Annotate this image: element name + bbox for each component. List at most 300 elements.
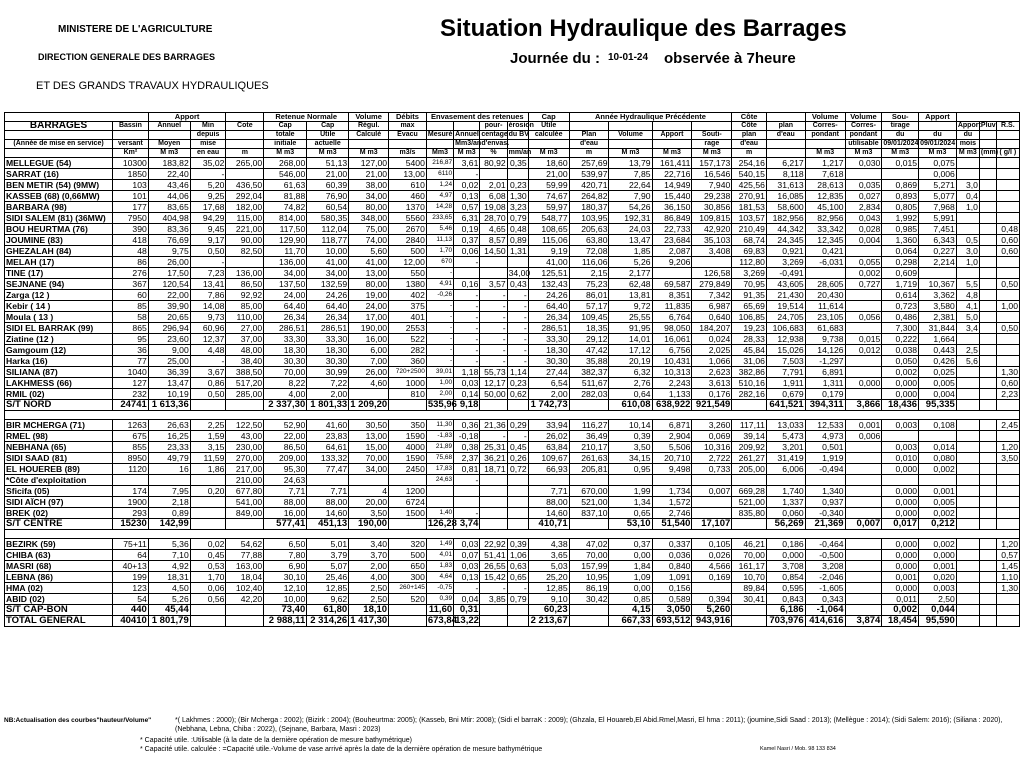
table-cell: 13,033	[766, 420, 805, 431]
dam-name: LAKHMESS (66)	[5, 378, 113, 389]
table-cell: 190,00	[349, 519, 389, 530]
table-cell: 1,70	[190, 572, 226, 583]
table-cell: 1,84	[609, 561, 652, 572]
table-cell: 205,00	[732, 464, 767, 475]
table-cell	[996, 594, 1019, 605]
table-cell: 1,719	[882, 279, 919, 290]
table-cell: 20,430	[805, 290, 845, 301]
table-cell: 1200	[389, 486, 427, 497]
table-cell: 1000	[389, 378, 427, 389]
table-cell: 0,010	[882, 453, 919, 464]
table-cell: 535,96	[427, 399, 457, 410]
table-cell: 90,00	[226, 235, 264, 246]
table-cell	[692, 583, 732, 594]
table-cell	[979, 420, 996, 431]
table-cell: 3,408	[692, 246, 732, 257]
table-cell	[996, 213, 1019, 224]
table-cell: 91,95	[609, 323, 652, 334]
table-row	[5, 334, 1020, 345]
table-cell: 70,00	[264, 367, 307, 378]
table-cell	[732, 605, 767, 616]
table-cell: 115,06	[528, 235, 569, 246]
table-cell	[882, 431, 919, 442]
header-group-cell: Année Hydraulique Précédente	[569, 113, 732, 122]
table-cell: 0,055	[845, 257, 882, 268]
table-cell: 300	[389, 572, 427, 583]
column-header	[426, 122, 453, 131]
table-cell: 2,00	[528, 389, 569, 400]
column-header	[979, 140, 996, 149]
gap-cell	[5, 411, 1020, 420]
table-cell: 30,42	[569, 594, 609, 605]
table-cell: 1,740	[766, 486, 805, 497]
table-cell: 0,81	[454, 464, 480, 475]
table-cell: 390	[113, 224, 149, 235]
column-header	[569, 122, 609, 131]
table-cell: 1,217	[805, 158, 845, 169]
table-cell: 36,21	[480, 453, 507, 464]
table-cell: 1,30	[507, 191, 528, 202]
column-header: en eau	[190, 149, 226, 158]
dam-name: SARRAT (16)	[5, 169, 113, 180]
table-cell: -	[454, 334, 480, 345]
column-header: 09/01/2024	[920, 140, 956, 147]
table-cell: 14,126	[805, 345, 845, 356]
table-cell: 10,19	[148, 389, 190, 400]
column-header: d'envas.	[481, 140, 510, 147]
table-cell: 106,683	[766, 323, 805, 334]
table-cell: -	[426, 334, 453, 345]
table-cell: 0,000	[882, 583, 919, 594]
table-cell	[190, 475, 226, 486]
table-cell: -1,064	[805, 605, 845, 616]
table-cell: 1 209,20	[350, 399, 388, 410]
table-cell: 670	[426, 257, 453, 268]
table-cell: 0,056	[845, 312, 882, 323]
table-cell: 22,716	[652, 169, 692, 180]
column-header	[349, 140, 389, 149]
table-cell: 4,50	[148, 583, 190, 594]
table-cell: 125,51	[528, 268, 569, 279]
table-cell: 181,53	[732, 202, 767, 213]
table-cell: 86	[113, 257, 149, 268]
table-cell: 50,00	[480, 389, 507, 400]
column-header: M m3	[845, 149, 882, 158]
table-cell: 12,85	[528, 583, 569, 594]
table-cell	[569, 616, 609, 627]
table-cell: 21,369	[805, 519, 845, 530]
table-cell: 1,311	[805, 378, 845, 389]
table-cell	[979, 158, 996, 169]
table-cell: 5,260	[692, 605, 732, 616]
dam-name: HMA (02)	[5, 583, 113, 594]
table-cell: 65,69	[732, 301, 767, 312]
table-cell: 2,00	[426, 389, 453, 400]
table-cell: 402	[389, 290, 427, 301]
table-cell: 7,90	[609, 191, 652, 202]
table-cell: -	[507, 323, 528, 334]
table-cell: 1263	[113, 420, 149, 431]
table-cell	[307, 475, 349, 486]
table-cell: -	[507, 431, 528, 442]
table-cell: 77	[113, 356, 149, 367]
table-cell	[732, 400, 767, 411]
table-cell: 76,69	[148, 235, 190, 246]
table-row	[5, 202, 1020, 213]
table-cell	[979, 191, 996, 202]
table-cell: 116,06	[569, 257, 609, 268]
table-cell: 4,00	[349, 572, 389, 583]
table-cell: 10,431	[652, 356, 692, 367]
table-cell: 1,49	[426, 539, 453, 550]
column-header: Moyen	[148, 140, 190, 149]
table-cell: 28,33	[732, 334, 767, 345]
header-group-cell: Volume	[845, 113, 882, 122]
table-cell: 521,00	[569, 497, 609, 508]
table-cell: 117,50	[264, 224, 307, 235]
table-cell	[979, 400, 996, 411]
table-cell: 0,14	[454, 389, 480, 400]
dam-name: SEJNANE (94)	[5, 279, 113, 290]
column-header	[652, 122, 692, 131]
table-cell: 1500	[389, 508, 427, 519]
table-cell: 23,83	[307, 431, 349, 442]
table-cell: 0,176	[692, 389, 732, 400]
table-cell: -	[480, 323, 507, 334]
column-header: mois	[956, 140, 979, 149]
table-cell: 0,03	[454, 539, 480, 550]
table-cell: 4,8	[956, 290, 979, 301]
table-cell: 2,623	[692, 367, 732, 378]
table-cell: 40+13	[113, 561, 149, 572]
table-cell: 279,849	[692, 279, 732, 290]
table-cell: 1 417,30	[350, 615, 388, 626]
table-row	[5, 279, 1020, 290]
table-cell	[979, 389, 996, 400]
table-cell: 40410	[113, 616, 149, 627]
table-cell: 9,498	[652, 464, 692, 475]
table-cell: 0,595	[766, 583, 805, 594]
table-cell: 10,00	[264, 594, 307, 605]
table-cell: 21,00	[349, 169, 389, 180]
table-cell: 539,97	[569, 169, 609, 180]
table-cell: 580,35	[307, 213, 349, 224]
table-cell: 0,012	[845, 345, 882, 356]
table-cell: 548,77	[528, 213, 569, 224]
table-cell: 2,177	[609, 268, 652, 279]
column-header	[996, 140, 1019, 149]
table-cell: 3,74	[454, 519, 480, 530]
table-cell: 15,026	[766, 345, 805, 356]
table-cell: 26,34	[264, 312, 307, 323]
table-cell	[979, 550, 996, 561]
direction-name-2: ET DES GRANDS TRAVAUX HYDRAULIQUES	[36, 80, 269, 92]
table-cell: 64,40	[307, 301, 349, 312]
table-cell	[956, 334, 979, 345]
table-cell: 102,40	[226, 583, 264, 594]
table-cell: 0,000	[919, 550, 957, 561]
table-cell: 18,454	[882, 616, 919, 627]
table-cell: 13,81	[609, 290, 652, 301]
table-cell: 703,976	[766, 616, 805, 627]
table-cell: 0,002	[882, 605, 919, 616]
table-cell: 14,28	[426, 202, 453, 213]
table-cell: 5400	[389, 158, 427, 169]
table-cell: 182,00	[226, 202, 264, 213]
table-cell: 0,426	[919, 356, 957, 367]
table-row	[5, 453, 1020, 464]
table-cell: -	[190, 257, 226, 268]
table-cell: 0,169	[692, 572, 732, 583]
table-cell: 80,92	[480, 158, 507, 169]
table-row	[5, 356, 1020, 367]
table-cell: 5,271	[919, 180, 957, 191]
table-cell: 1,06	[507, 550, 528, 561]
table-cell: 0,29	[507, 420, 528, 431]
table-cell: 282,03	[569, 389, 609, 400]
note-capacity-calc: * Capacité utile. calculée : =Capacité utile.-Volume de vase arrivé après la date de la dernière opération de mesure bathymétrique	[140, 746, 543, 753]
table-cell	[454, 497, 480, 508]
table-cell	[956, 389, 979, 400]
table-cell: 286,51	[528, 323, 569, 334]
table-cell: 25,55	[609, 312, 652, 323]
column-header: Corres-	[805, 122, 845, 131]
table-cell	[979, 605, 996, 616]
table-cell: 2 337,30	[264, 400, 307, 411]
table-cell: 5,01	[307, 539, 349, 550]
table-cell: 0,57	[996, 550, 1019, 561]
table-cell: 0,000	[766, 550, 805, 561]
header-row	[5, 140, 1020, 149]
table-cell: 0,002	[919, 464, 957, 475]
table-cell	[569, 519, 609, 530]
table-cell: 420,71	[569, 180, 609, 191]
table-cell	[845, 169, 882, 180]
table-cell: -6,031	[805, 257, 845, 268]
table-cell: 45,44	[148, 605, 190, 616]
table-cell: 2,214	[919, 257, 957, 268]
table-cell: 69,587	[652, 279, 692, 290]
table-cell	[996, 497, 1019, 508]
table-cell: 0,03	[454, 378, 480, 389]
table-row	[5, 475, 1020, 486]
table-cell: 18,30	[264, 345, 307, 356]
table-cell	[979, 486, 996, 497]
table-cell: 2,01	[480, 180, 507, 191]
table-cell: -	[507, 301, 528, 312]
table-cell: 15,42	[480, 572, 507, 583]
table-cell: 2,45	[996, 420, 1019, 431]
table-cell: 0,035	[845, 180, 882, 191]
table-cell	[979, 356, 996, 367]
table-cell: 64	[113, 550, 149, 561]
header-group-cell: Apport	[148, 113, 226, 122]
table-cell	[845, 246, 882, 257]
table-cell: 31,613	[766, 180, 805, 191]
table-cell: 77,88	[226, 550, 264, 561]
table-cell: 5,07	[307, 561, 349, 572]
table-cell: 205,63	[569, 224, 609, 235]
table-cell: 115,00	[226, 213, 264, 224]
table-cell: 0,79	[507, 594, 528, 605]
table-cell: 10,367	[919, 279, 957, 290]
table-cell: 0,043	[845, 213, 882, 224]
table-cell: 16,085	[766, 191, 805, 202]
table-cell: 1,00	[426, 378, 453, 389]
table-cell: 1,091	[652, 572, 692, 583]
table-cell: 293	[113, 508, 149, 519]
table-cell	[979, 235, 996, 246]
table-cell: 835,80	[732, 508, 767, 519]
table-cell: 21,430	[766, 290, 805, 301]
table-cell	[956, 442, 979, 453]
observation-time: observée à 7heure	[664, 50, 796, 67]
table-cell: 47,42	[569, 345, 609, 356]
table-cell: 3,201	[766, 442, 805, 453]
table-cell: 0,030	[845, 158, 882, 169]
table-cell: 22,00	[264, 431, 307, 442]
table-cell: 48	[113, 246, 149, 257]
column-header: M m3	[609, 149, 652, 158]
column-header: Pluv	[980, 122, 996, 129]
table-cell: 2,746	[652, 508, 692, 519]
table-cell	[480, 475, 507, 486]
column-header: du	[956, 131, 979, 140]
table-cell	[480, 616, 507, 627]
table-cell: 0,337	[652, 539, 692, 550]
dam-name: Harka (16)	[5, 356, 113, 367]
table-cell: 16,00	[349, 334, 389, 345]
table-cell: 0,727	[845, 279, 882, 290]
table-cell: 14,60	[528, 508, 569, 519]
table-cell	[956, 431, 979, 442]
table-cell: 260+145	[389, 583, 427, 594]
table-cell	[919, 475, 957, 486]
table-cell: 0,036	[652, 550, 692, 561]
table-cell: 2,37	[454, 453, 480, 464]
table-cell: 4,973	[805, 431, 845, 442]
table-cell: 11,835	[652, 301, 692, 312]
table-cell: 0,614	[882, 290, 919, 301]
table-cell: 4,01	[426, 550, 453, 561]
table-cell: 0,35	[507, 158, 528, 169]
table-cell: 2,904	[652, 431, 692, 442]
table-cell: 0,001	[919, 486, 957, 497]
header-group-cell: Envasement des retenues	[426, 113, 528, 122]
header-row	[5, 122, 1020, 131]
column-header: mm/an	[508, 149, 532, 156]
table-cell	[996, 169, 1019, 180]
table-cell: 9,18	[454, 400, 480, 411]
table-cell: 18,30	[307, 345, 349, 356]
table-cell: 74,00	[349, 235, 389, 246]
table-cell: 157,99	[569, 561, 609, 572]
table-cell	[226, 400, 264, 411]
table-cell: 91,35	[732, 290, 767, 301]
table-cell: 0,893	[882, 191, 919, 202]
table-cell	[805, 268, 845, 279]
table-cell: 26,00	[148, 257, 190, 268]
table-cell: 64,40	[264, 301, 307, 312]
table-cell: 0,60	[996, 378, 1019, 389]
table-cell: 14,949	[652, 180, 692, 191]
table-cell	[979, 431, 996, 442]
table-cell: 264,82	[569, 191, 609, 202]
table-cell: 17,107	[692, 519, 732, 530]
table-cell: 33,30	[264, 334, 307, 345]
table-cell: 33,94	[528, 420, 569, 431]
table-cell: 13,22	[455, 615, 479, 626]
table-cell	[979, 378, 996, 389]
table-cell: 92,92	[226, 290, 264, 301]
table-cell: 17,68	[190, 202, 226, 213]
table-cell	[845, 301, 882, 312]
table-cell: 6,00	[349, 345, 389, 356]
table-cell: 5,506	[652, 442, 692, 453]
table-cell: 0,733	[692, 464, 732, 475]
dam-name: MASRI (68)	[5, 561, 113, 572]
dam-name: SIDI SAAD (81)	[5, 453, 113, 464]
table-cell: 0,001	[919, 561, 957, 572]
column-header: R.S.	[996, 122, 1019, 131]
table-cell	[956, 539, 979, 550]
table-cell	[956, 268, 979, 279]
table-cell: 0,37	[454, 235, 480, 246]
table-cell: 1,45	[996, 561, 1019, 572]
ministry-name: MINISTERE DE L'AGRICULTURE	[58, 24, 213, 35]
table-cell	[389, 605, 427, 616]
dam-name: MELLEGUE (54)	[5, 158, 113, 169]
column-header: Plan	[569, 131, 609, 140]
table-cell	[979, 583, 996, 594]
table-cell: 34,00	[349, 191, 389, 202]
column-header	[805, 140, 845, 149]
table-cell: 12,938	[766, 334, 805, 345]
table-cell: 11,13	[426, 235, 453, 246]
table-cell: 4,65	[480, 224, 507, 235]
table-row	[5, 486, 1020, 497]
table-cell	[454, 486, 480, 497]
table-cell	[480, 519, 507, 530]
column-header: Mm3/an	[455, 140, 482, 147]
table-cell: 41,60	[307, 420, 349, 431]
table-cell	[190, 497, 226, 508]
column-header: centage	[481, 131, 508, 138]
table-cell	[996, 312, 1019, 323]
table-cell: 26,55	[480, 561, 507, 572]
table-cell: 22,40	[148, 169, 190, 180]
table-cell: 16,546	[692, 169, 732, 180]
table-cell: 286,51	[264, 323, 307, 334]
column-header	[507, 140, 528, 149]
dam-name: S/T CENTRE	[5, 519, 113, 530]
table-cell	[845, 290, 882, 301]
table-cell: 0,156	[652, 583, 692, 594]
table-cell: 6,764	[652, 312, 692, 323]
table-cell: 30,50	[349, 420, 389, 431]
table-cell	[845, 453, 882, 464]
column-header: pondant	[805, 131, 845, 140]
table-cell: 0,13	[454, 572, 480, 583]
table-cell: 60,96	[190, 323, 226, 334]
table-cell	[692, 257, 732, 268]
table-cell: 0,005	[919, 378, 957, 389]
table-cell: 4,92	[148, 561, 190, 572]
table-cell: 63,84	[528, 442, 569, 453]
table-cell: 0,937	[805, 497, 845, 508]
table-cell: 1590	[389, 453, 427, 464]
table-cell: 34,00	[349, 464, 389, 475]
